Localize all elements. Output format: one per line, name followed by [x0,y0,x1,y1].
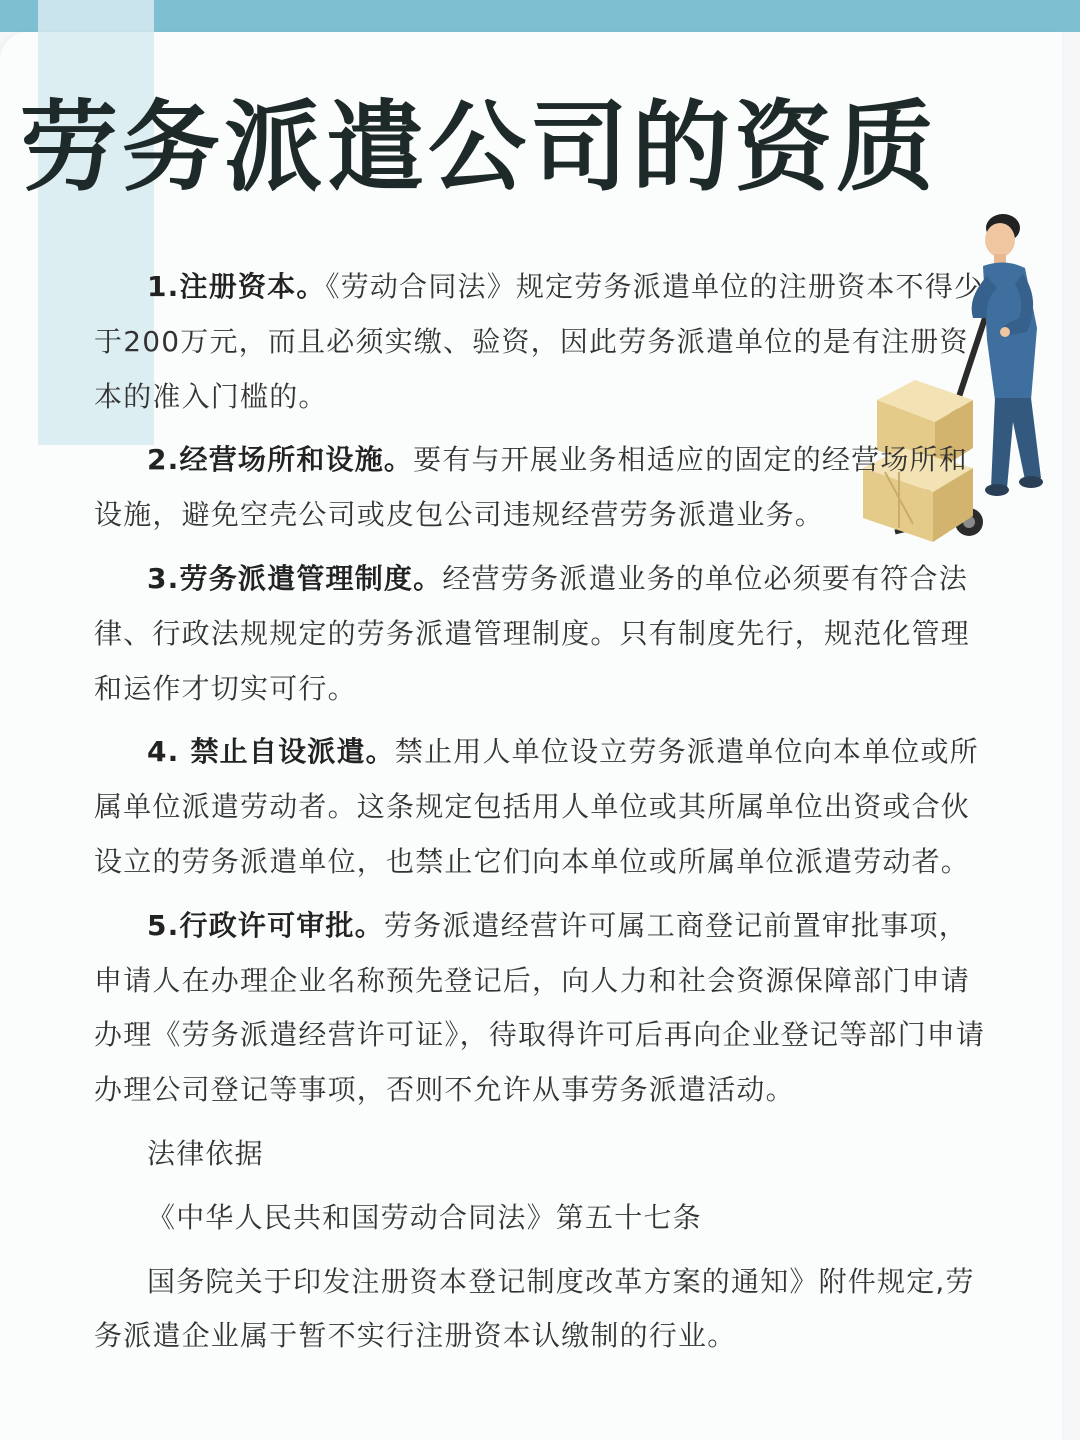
item-body: 禁止用人单位设立劳务派遣单位向本单位或所属单位派遣劳动者。这条规定包括用人单位或其所属单位出资或合伙设立的劳务派遣单位，也禁止它们向本单位或所属单位派遣劳动者。 [94,735,979,878]
legal-reference-2-start: 国务院关于印发注册资本登记制度改革方案的通知》附件规 [147,1264,907,1298]
item-registered-capital [94,260,989,424]
item-administrative-approval [94,899,989,1118]
page-title: 劳务派遣公司的资质 [20,91,939,205]
item-body: 《劳动合同法》规定劳务派遣单位的注册资本不得少于200万元，而且必须实缴、验资，因此劳务派遣单位的是有注册资本的准入门槛的。 [94,270,984,413]
item-heading: 3.劳务派遣管理制度。 [147,561,443,595]
top-color-band [0,0,1080,32]
item-self-dispatch-ban [94,725,989,889]
article-body [94,260,989,1373]
legal-basis-label: 法律依据 [147,1136,264,1170]
legal-reference-1: 《中华人民共和国劳动合同法》第五十七条 [147,1200,702,1234]
item-premises [94,433,989,543]
legal-reference-2-end: 定,劳务派遣企业属于暂不实行注册资本认缴制的行业。 [94,1264,975,1353]
item-management-system [94,552,989,716]
item-body: 劳务派遣经营许可属工商登记前置审批事项，申请人在办理企业名称预先登记后，向人力和社会资源保障部门申请办理《劳务派遣经营许可证》，待取得许可后再向企业登记等部门申请办理公司登记等事项，否则不允许从事劳务派遣活动。 [94,908,986,1107]
item-body: 经营劳务派遣业务的单位必须要有符合法律、行政法规规定的劳务派遣管理制度。只有制度先行，规范化管理和运作才切实可行。 [94,561,971,705]
item-heading: 1.注册资本。 [147,270,326,303]
item-heading: 2.经营场所和设施。 [147,443,414,477]
item-heading: 5.行政许可审批。 [147,908,384,942]
item-heading: 4. 禁止自设派遣。 [147,735,395,769]
item-body: 要有与开展业务相适应的固定的经营场所和设施，避免空壳公司或皮包公司违规经营劳务派遣业务。 [94,443,968,532]
legal-reference-2 [94,1255,989,1365]
